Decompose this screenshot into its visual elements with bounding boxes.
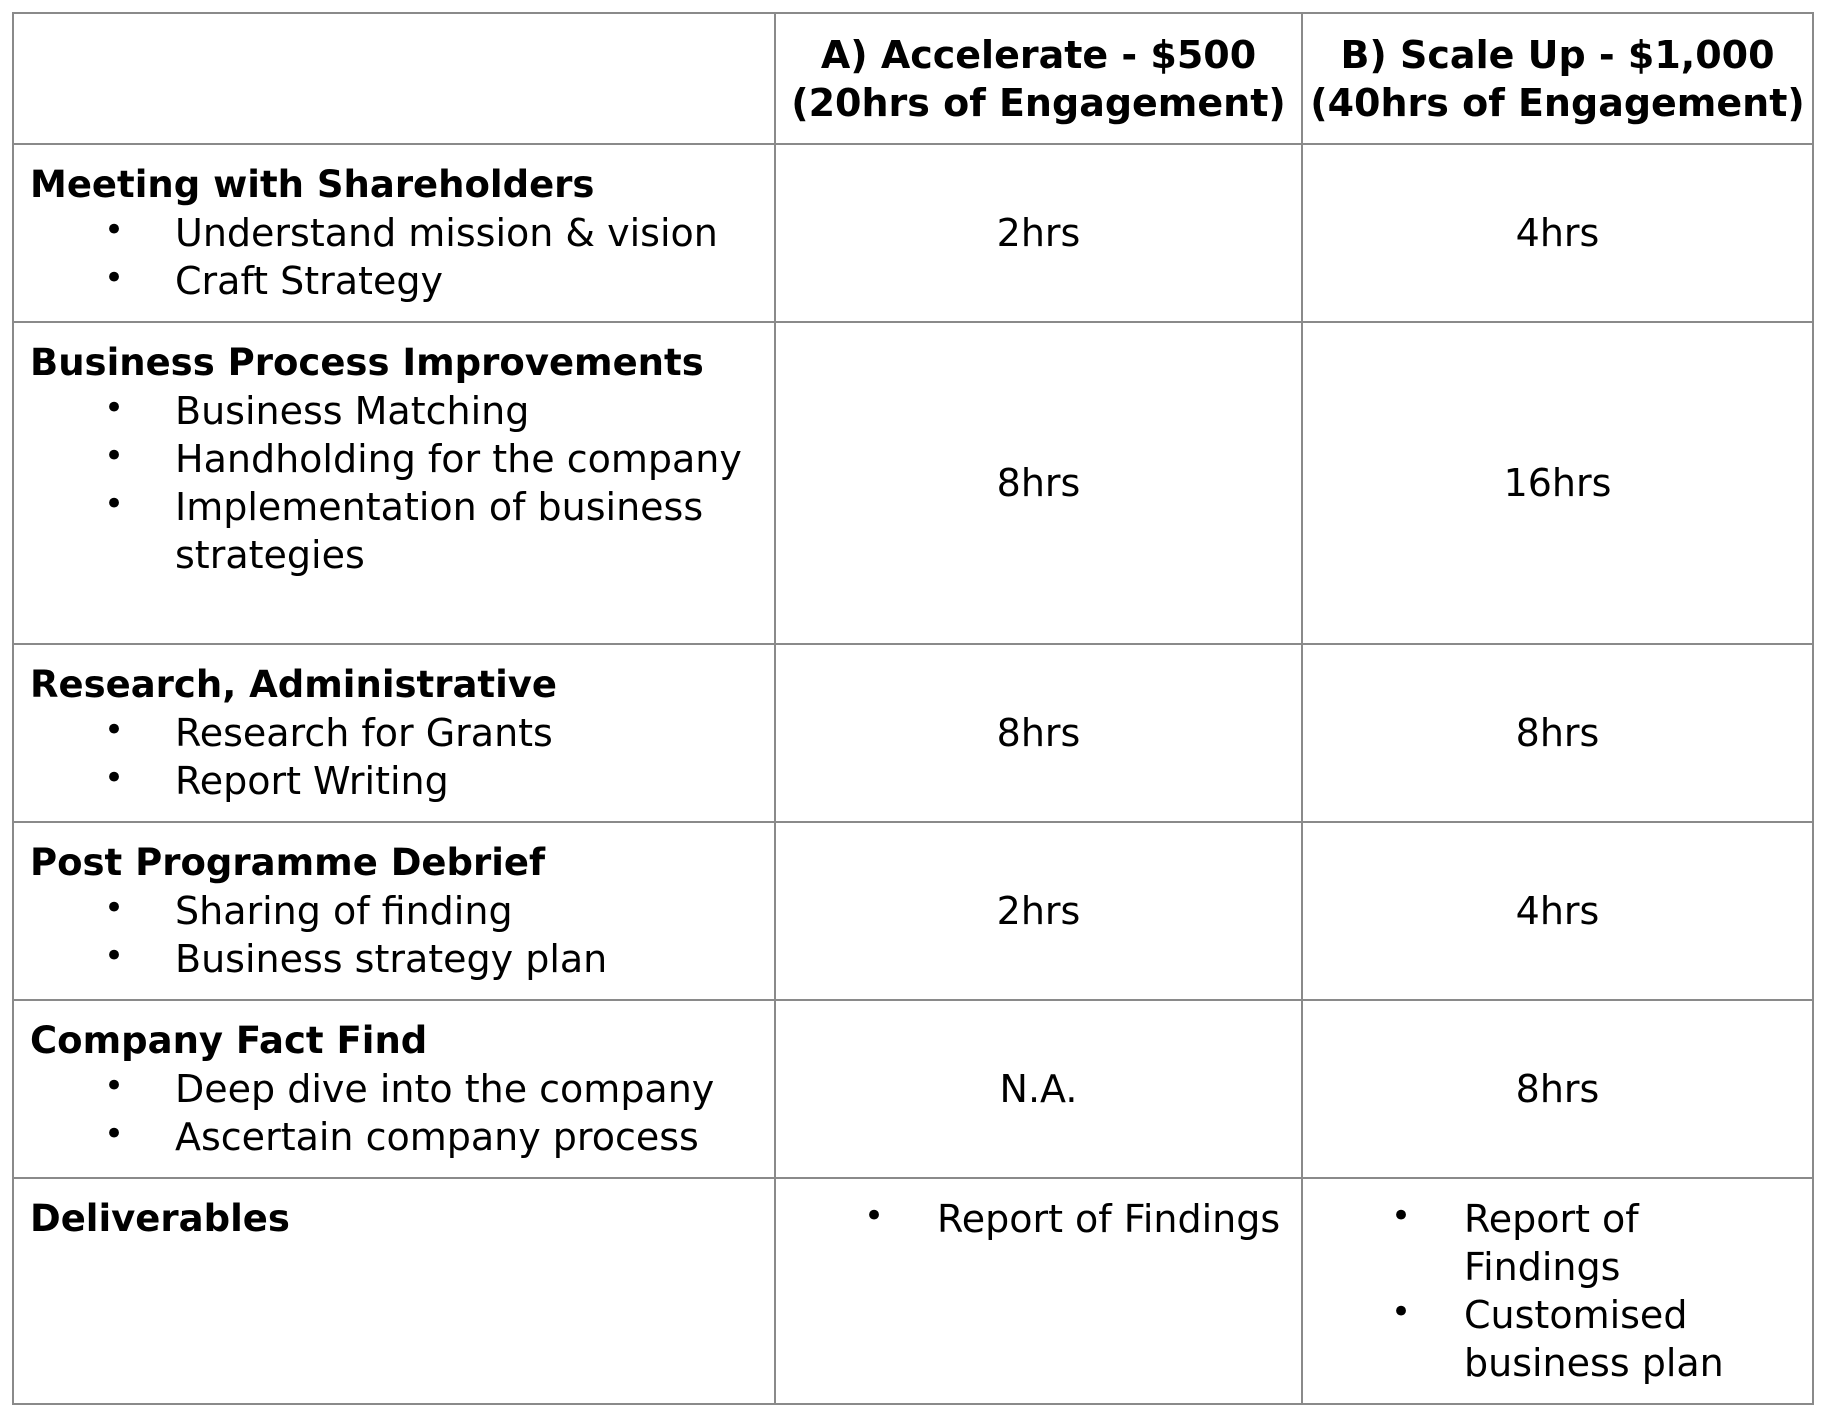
row-label-cell — [13, 322, 775, 644]
bullet-list — [30, 887, 760, 983]
list-item — [30, 435, 760, 483]
section-title: Meeting with Shareholders — [30, 163, 595, 206]
section-title: Business Process Improvements — [30, 341, 704, 384]
bullet-list — [30, 1065, 760, 1161]
header-plan-a — [775, 13, 1302, 144]
bullet-icon: • — [104, 758, 125, 798]
list-item — [1303, 1195, 1802, 1291]
plan-b-value: 4hrs — [1302, 822, 1813, 1000]
deliverables-list — [1303, 1195, 1802, 1387]
plan-a-value: 2hrs — [775, 822, 1302, 1000]
list-item — [1303, 1291, 1802, 1387]
bullet-icon: • — [104, 436, 125, 476]
list-item-text: Report of Findings — [937, 1197, 1281, 1241]
list-item-text: Understand mission & vision — [175, 211, 718, 255]
list-item-text: Business strategy plan — [175, 937, 608, 981]
table-row — [13, 322, 1813, 644]
bullet-icon: • — [1391, 1292, 1412, 1332]
header-blank-cell — [13, 13, 775, 144]
list-item-text: Handholding for the company — [175, 437, 742, 481]
bullet-list — [30, 387, 760, 579]
section-title: Post Programme Debrief — [30, 841, 546, 884]
section-title: Company Fact Find — [30, 1019, 428, 1062]
list-item-text: Report Writing — [175, 759, 449, 803]
bullet-list — [30, 209, 760, 305]
list-item-text: Business Matching — [175, 389, 530, 433]
bullet-icon: • — [104, 1066, 125, 1106]
list-item — [30, 1065, 760, 1113]
header-row — [13, 13, 1813, 144]
table-row — [13, 144, 1813, 322]
bullet-icon: • — [104, 1114, 125, 1154]
list-item — [776, 1195, 1291, 1243]
deliverables-list — [776, 1195, 1291, 1243]
plan-b-deliverables — [1302, 1178, 1813, 1404]
bullet-icon: • — [104, 210, 125, 250]
list-item-text: Customised business plan — [1464, 1293, 1724, 1385]
plan-b-hours: (40hrs of Engagement) — [1310, 80, 1805, 125]
list-item-text: Ascertain company process — [175, 1115, 699, 1159]
bullet-icon: • — [1391, 1196, 1412, 1236]
header-plan-b — [1302, 13, 1813, 144]
table-row — [13, 822, 1813, 1000]
list-item-text: Craft Strategy — [175, 259, 443, 303]
list-item-text: Deep dive into the company — [175, 1067, 715, 1111]
plan-a-value: 2hrs — [775, 144, 1302, 322]
pricing-table — [12, 12, 1814, 1405]
bullet-icon: • — [104, 388, 125, 428]
row-label-cell — [13, 1178, 775, 1404]
list-item — [30, 757, 760, 805]
bullet-icon: • — [104, 710, 125, 750]
bullet-list — [30, 709, 760, 805]
bullet-icon: • — [104, 258, 125, 298]
table-row — [13, 644, 1813, 822]
plan-a-value: 8hrs — [775, 644, 1302, 822]
row-label-cell — [13, 822, 775, 1000]
plan-a-deliverables — [775, 1178, 1302, 1404]
list-item — [30, 209, 760, 257]
list-item — [30, 709, 760, 757]
bullet-icon: • — [104, 484, 125, 524]
list-item-text: Implementation of business strategies — [175, 485, 704, 577]
plan-b-value: 8hrs — [1302, 644, 1813, 822]
plan-b-title: B) Scale Up - $1,000 — [1340, 32, 1775, 77]
bullet-icon: • — [104, 888, 125, 928]
list-item — [30, 935, 760, 983]
list-item — [30, 387, 760, 435]
list-item-text: Research for Grants — [175, 711, 553, 755]
list-item — [30, 887, 760, 935]
plan-b-value: 16hrs — [1302, 322, 1813, 644]
row-label-cell — [13, 1000, 775, 1178]
deliverables-row — [13, 1178, 1813, 1404]
plan-b-value: 8hrs — [1302, 1000, 1813, 1178]
bullet-icon: • — [864, 1196, 885, 1236]
plan-a-hours: (20hrs of Engagement) — [791, 80, 1286, 125]
plan-a-title: A) Accelerate - $500 — [820, 32, 1257, 77]
table-row — [13, 1000, 1813, 1178]
list-item — [30, 257, 760, 305]
list-item — [30, 483, 760, 579]
bullet-icon: • — [104, 936, 125, 976]
row-label-cell — [13, 144, 775, 322]
plan-a-value: N.A. — [775, 1000, 1302, 1178]
row-label-cell — [13, 644, 775, 822]
list-item — [30, 1113, 760, 1161]
plan-b-value: 4hrs — [1302, 144, 1813, 322]
list-item-text: Report of Findings — [1464, 1197, 1639, 1289]
list-item-text: Sharing of finding — [175, 889, 513, 933]
section-title: Research, Administrative — [30, 663, 558, 706]
plan-a-value: 8hrs — [775, 322, 1302, 644]
section-title: Deliverables — [30, 1197, 290, 1240]
